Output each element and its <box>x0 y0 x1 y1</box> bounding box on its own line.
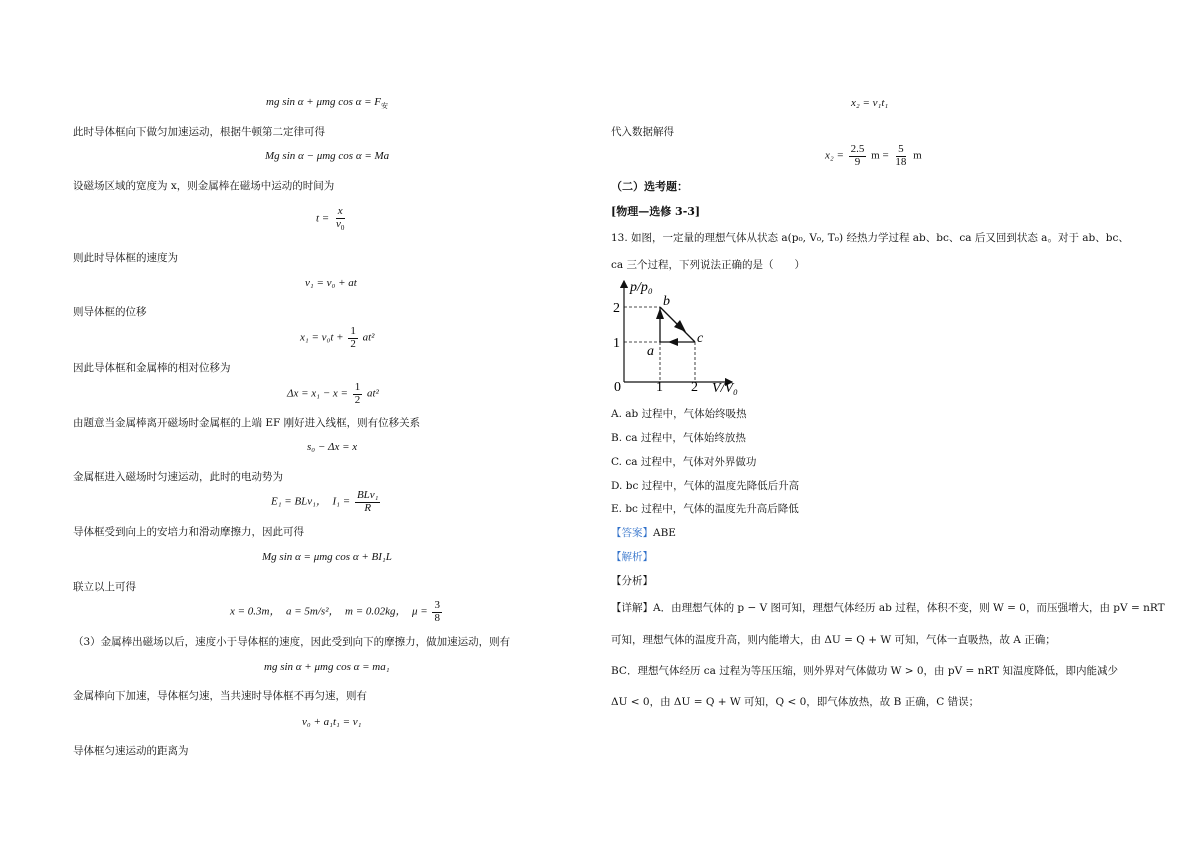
text-line: （3）金属棒出磁场以后，速度小于导体框的速度，因此受到向下的摩擦力，做加速运动，则有 <box>73 636 511 648</box>
point-c-label: c <box>697 331 704 346</box>
equation-relative-displacement: Δx = x₁ − x = $\frac{1}{2}$ at² <box>287 381 379 406</box>
question-text: ca 三个过程，下列说法正确的是（ ） <box>611 259 805 271</box>
arrow-bc <box>674 320 686 332</box>
equation-displacement: x₁ = v₀t + $\frac{1}{2}$ at² <box>300 325 375 350</box>
text-line: 金属框进入磁场时匀速运动，此时的电动势为 <box>73 471 283 483</box>
equation-results: x = 0.3m， a = 5m/s²， m = 0.02kg， μ = $\frac{3}{8}$ <box>230 599 440 624</box>
analysis-tag: 【分析】 <box>611 575 653 587</box>
text-line: 联立以上可得 <box>73 581 136 593</box>
section-heading: （二）选考题： <box>611 180 688 193</box>
answer-line <box>611 525 676 540</box>
text-line: 金属棒向下加速，导体框匀速，当共速时导体框不再匀速，则有 <box>73 690 367 702</box>
pv-diagram <box>600 275 770 400</box>
text-line: 因此导体框和金属棒的相对位移为 <box>73 362 231 374</box>
detail-text: 可知，理想气体的温度升高，则内能增大，由 ΔU = Q + W 可知，气体一直吸热，故 A 正确； <box>611 634 1056 646</box>
text-line: 此时导体框向下做匀加速运动，根据牛顿第二定律可得 <box>73 126 325 138</box>
detail-text: ΔU < 0，由 ΔU = Q + W 可知，Q < 0，即气体放热，故 B 正确，C 错误； <box>611 696 980 708</box>
equation-acceleration: mg sin α + μmg cos α = ma₁ <box>264 661 390 673</box>
question-text: 13. 如图，一定量的理想气体从状态 a(p₀, V₀, T₀) 经热力学过程 ab、bc、ca 后又回到状态 a。对于 ab、bc、 <box>611 232 1129 244</box>
text-line: 导体框受到向上的安培力和滑动摩擦力，因此可得 <box>73 526 304 538</box>
y-axis-label: p/p₀ <box>630 280 653 295</box>
option-d: D. bc 过程中，气体的温度先降低后升高 <box>611 480 800 492</box>
text-line: 代入数据解得 <box>611 126 674 138</box>
x-tick-label: 1 <box>656 380 663 395</box>
option-e: E. bc 过程中，气体的温度先升高后降低 <box>611 503 799 515</box>
equation-time: t = $\frac{x}{v_0}$ <box>316 205 345 232</box>
equation-force-balance: mg sin α + μmg $\cos \alpha = F_安$ <box>266 96 389 111</box>
detail-text: BC．理想气体经历 ca 过程为等压压缩，则外界对气体做功 W > 0，由 pV = nRT 知温度降低，即内能减少 <box>611 665 1118 677</box>
arrow-ca <box>668 338 678 346</box>
point-b-label: b <box>663 294 670 309</box>
text-line: 导体框匀速运动的距离为 <box>73 745 189 757</box>
equation-velocity: v₁ = v₀ + at <box>305 277 357 289</box>
option-c: C. ca 过程中，气体对外界做功 <box>611 456 757 468</box>
x-axis-label: V/V₀ <box>712 381 738 396</box>
equation-emf: E₁ = BLv₁， I₁ = $\frac{\text{BLv₁}}{R}$ <box>271 489 379 514</box>
explain-tag: 【解析】 <box>611 551 653 563</box>
y-tick-label: 1 <box>613 336 620 351</box>
equation-distance-value: x₂ = $\frac{2.5}{9}$ m = $\frac{5}{18}$ m <box>825 143 922 168</box>
equation-displacement-relation: s₀ − Δx = x <box>307 441 358 453</box>
text-line: 则此时导体框的速度为 <box>73 252 178 264</box>
option-a: A. ab 过程中，气体始终吸热 <box>611 408 747 420</box>
answer-tag: 【答案】 <box>611 527 653 539</box>
y-tick-label: 2 <box>613 301 620 316</box>
equation-distance: x₂ = v₁t₁ <box>851 97 889 109</box>
text-line: 则导体框的位移 <box>73 306 147 318</box>
point-a-label: a <box>647 344 654 359</box>
text-line: 由题意当金属棒离开磁场时金属框的上端 EF 刚好进入线框，则有位移关系 <box>73 417 421 429</box>
origin-label: 0 <box>614 380 621 395</box>
text-line: 设磁场区域的宽度为 x，则金属棒在磁场中运动的时间为 <box>73 180 335 192</box>
x-tick-label: 2 <box>691 380 698 395</box>
answer-value: ABE <box>653 527 676 539</box>
subsection-heading: [物理—选修 3-3] <box>611 205 701 218</box>
detail-text: 【详解】A．由理想气体的 p − V 图可知，理想气体经历 ab 过程，体积不变，则 W = 0，而压强增大，由 pV = nRT <box>611 602 1165 614</box>
equation-common-velocity: v₀ + a₁t₁ = v₁ <box>302 716 362 728</box>
equation-newton-second: Mg sin α − μmg cos α = Ma <box>265 150 390 162</box>
equation-ampere-force: Mg sin α = μmg cos α + BI₁L <box>262 551 392 563</box>
option-b: B. ca 过程中，气体始终放热 <box>611 432 746 444</box>
